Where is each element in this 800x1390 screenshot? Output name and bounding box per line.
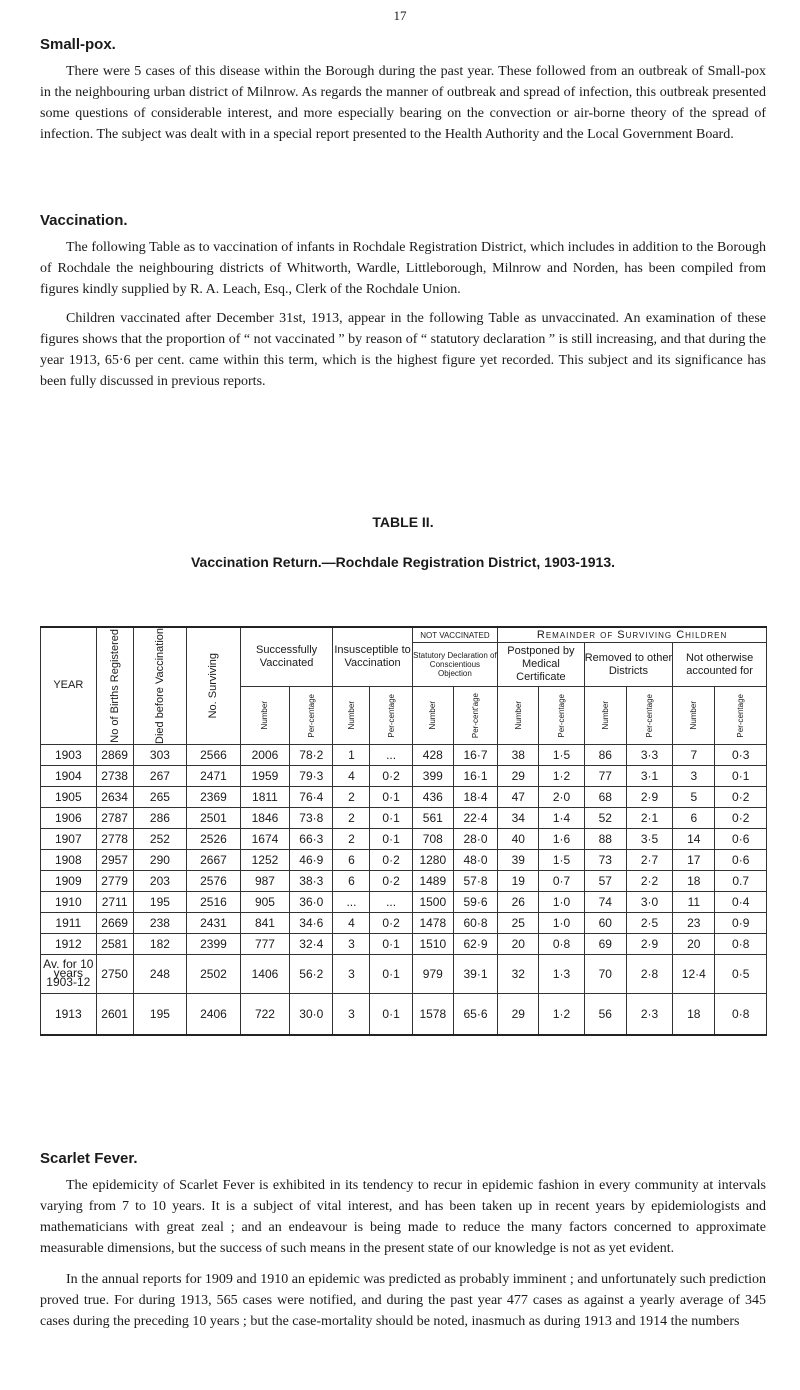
cell-births: 2778 xyxy=(96,828,133,849)
table-row xyxy=(41,993,767,1035)
cell-births: 2669 xyxy=(96,912,133,933)
cell-np: 60·8 xyxy=(453,912,497,933)
cell-ip: ... xyxy=(370,744,412,765)
cell-pn: 20 xyxy=(498,933,539,954)
cell-np: 59·6 xyxy=(453,891,497,912)
table-row xyxy=(41,954,767,993)
cell-pp: 0·7 xyxy=(539,870,584,891)
cell-sn: 722 xyxy=(240,993,289,1035)
cell-year: 1906 xyxy=(41,807,97,828)
cell-in: 6 xyxy=(333,870,370,891)
cell-died: 182 xyxy=(133,933,187,954)
cell-rp: 3·5 xyxy=(626,828,672,849)
cell-surv: 2431 xyxy=(187,912,241,933)
cell-died: 238 xyxy=(133,912,187,933)
cell-in: 3 xyxy=(333,933,370,954)
cell-ip: ... xyxy=(370,891,412,912)
cell-on: 14 xyxy=(673,828,715,849)
cell-ip: 0·1 xyxy=(370,933,412,954)
cell-op: 0·6 xyxy=(715,849,767,870)
col-not-otherwise: Not otherwise accounted for xyxy=(673,643,767,687)
cell-births: 2957 xyxy=(96,849,133,870)
col-surviving: No. Surviving xyxy=(187,627,241,744)
cell-pp: 1·5 xyxy=(539,744,584,765)
cell-surv: 2526 xyxy=(187,828,241,849)
cell-on: 6 xyxy=(673,807,715,828)
cell-births: 2779 xyxy=(96,870,133,891)
cell-year: 1907 xyxy=(41,828,97,849)
cell-pn: 29 xyxy=(498,993,539,1035)
cell-died: 252 xyxy=(133,828,187,849)
cell-surv: 2502 xyxy=(187,954,241,993)
vaccination-heading: Vaccination. xyxy=(40,212,128,229)
cell-surv: 2471 xyxy=(187,765,241,786)
cell-sp: 66·3 xyxy=(290,828,333,849)
cell-ip: 0·2 xyxy=(370,849,412,870)
scarlet-fever-heading: Scarlet Fever. xyxy=(40,1150,138,1167)
cell-sp: 30·0 xyxy=(290,993,333,1035)
cell-sp: 79·3 xyxy=(290,765,333,786)
table-row xyxy=(41,849,767,870)
cell-sn: 1959 xyxy=(240,765,289,786)
cell-rn: 70 xyxy=(584,954,626,993)
cell-sn: 1846 xyxy=(240,807,289,828)
col-not-vaccinated: NOT VACCINATED xyxy=(412,627,497,643)
cell-on: 5 xyxy=(673,786,715,807)
cell-pn: 32 xyxy=(498,954,539,993)
cell-nn: 436 xyxy=(412,786,453,807)
cell-pp: 1·6 xyxy=(539,828,584,849)
cell-on: 11 xyxy=(673,891,715,912)
cell-pp: 1·4 xyxy=(539,807,584,828)
cell-surv: 2566 xyxy=(187,744,241,765)
table-body xyxy=(41,744,767,1035)
table-row xyxy=(41,891,767,912)
cell-sp: 76·4 xyxy=(290,786,333,807)
cell-rp: 2·9 xyxy=(626,786,672,807)
cell-op: 0·1 xyxy=(715,765,767,786)
cell-pn: 29 xyxy=(498,765,539,786)
cell-rn: 60 xyxy=(584,912,626,933)
cell-births: 2738 xyxy=(96,765,133,786)
subcol-number: Number xyxy=(584,687,626,745)
cell-np: 16·7 xyxy=(453,744,497,765)
cell-np: 16·1 xyxy=(453,765,497,786)
subcol-percentage: Per-centage xyxy=(715,687,767,745)
cell-op: 0·4 xyxy=(715,891,767,912)
cell-births: 2787 xyxy=(96,807,133,828)
cell-rn: 69 xyxy=(584,933,626,954)
cell-op: 0·2 xyxy=(715,807,767,828)
cell-surv: 2369 xyxy=(187,786,241,807)
cell-rp: 3·0 xyxy=(626,891,672,912)
smallpox-paragraph: There were 5 cases of this disease within the Borough during the past year. These followed from an outbreak of Small-pox in the neighbouring urban district of Milnrow. As regards the manner of outbreak and spread of infection, this outbreak presented some questions of considerable interest, and more especially bearing on the convection or air-borne theory of the spread of infection. The subject was dealt with in a special report presented to the Health Authority and the Local Government Board. xyxy=(40,64,766,142)
cell-year: 1908 xyxy=(41,849,97,870)
cell-sp: 56·2 xyxy=(290,954,333,993)
cell-year: 1913 xyxy=(41,993,97,1035)
table-row xyxy=(41,744,767,765)
cell-sp: 32·4 xyxy=(290,933,333,954)
cell-pp: 1·5 xyxy=(539,849,584,870)
cell-rn: 74 xyxy=(584,891,626,912)
cell-op: 0·8 xyxy=(715,993,767,1035)
cell-nn: 1280 xyxy=(412,849,453,870)
subcol-percentage: Per-centage xyxy=(539,687,584,745)
cell-rn: 56 xyxy=(584,993,626,1035)
table-row xyxy=(41,786,767,807)
table-row xyxy=(41,870,767,891)
cell-surv: 2501 xyxy=(187,807,241,828)
subcol-percentage: Per-centage xyxy=(290,687,333,745)
cell-sn: 1674 xyxy=(240,828,289,849)
cell-rn: 52 xyxy=(584,807,626,828)
cell-nn: 1500 xyxy=(412,891,453,912)
cell-pn: 26 xyxy=(498,891,539,912)
vaccination-table xyxy=(40,626,767,1036)
subcol-number: Number xyxy=(412,687,453,745)
cell-surv: 2399 xyxy=(187,933,241,954)
cell-died: 195 xyxy=(133,993,187,1035)
cell-np: 48·0 xyxy=(453,849,497,870)
cell-died: 203 xyxy=(133,870,187,891)
cell-rp: 3·1 xyxy=(626,765,672,786)
cell-on: 23 xyxy=(673,912,715,933)
cell-rn: 77 xyxy=(584,765,626,786)
cell-ip: 0·2 xyxy=(370,870,412,891)
cell-died: 265 xyxy=(133,786,187,807)
cell-rn: 57 xyxy=(584,870,626,891)
vaccination-paragraph-2: Children vaccinated after December 31st, 1913, appear in the following Table as unvaccinated. An examination of these figures shows that the proportion of “ not vaccinated ” by reason of “ statutory declaration ” is still increasing, and that during the year 1913, 65·6 per cent. came within this term, which is the highest figure yet recorded. This subject and its significance has been fully discussed in previous reports. xyxy=(40,311,766,389)
cell-in: 3 xyxy=(333,954,370,993)
cell-rp: 2·1 xyxy=(626,807,672,828)
cell-rn: 88 xyxy=(584,828,626,849)
table-row xyxy=(41,828,767,849)
subcol-number: Number xyxy=(498,687,539,745)
cell-in: 2 xyxy=(333,807,370,828)
smallpox-section xyxy=(40,36,766,145)
cell-rp: 3·3 xyxy=(626,744,672,765)
cell-died: 248 xyxy=(133,954,187,993)
cell-sn: 1811 xyxy=(240,786,289,807)
cell-sp: 73·8 xyxy=(290,807,333,828)
cell-pp: 1·2 xyxy=(539,765,584,786)
table-row xyxy=(41,807,767,828)
cell-sp: 78·2 xyxy=(290,744,333,765)
cell-nn: 1510 xyxy=(412,933,453,954)
table-caption: Vaccination Return.—Rochdale Registration District, 1903-1913. xyxy=(190,554,616,570)
cell-nn: 1489 xyxy=(412,870,453,891)
cell-op: 0·5 xyxy=(715,954,767,993)
cell-on: 3 xyxy=(673,765,715,786)
subcol-percentage: Per-cent'age xyxy=(453,687,497,745)
col-removed: Removed to other Districts xyxy=(584,643,673,687)
cell-op: 0·9 xyxy=(715,912,767,933)
cell-rp: 2·8 xyxy=(626,954,672,993)
cell-in: 2 xyxy=(333,786,370,807)
cell-on: 7 xyxy=(673,744,715,765)
cell-year: 1905 xyxy=(41,786,97,807)
cell-op: 0·6 xyxy=(715,828,767,849)
cell-pn: 47 xyxy=(498,786,539,807)
cell-births: 2711 xyxy=(96,891,133,912)
cell-births: 2869 xyxy=(96,744,133,765)
cell-sn: 1252 xyxy=(240,849,289,870)
scarlet-fever-paragraph-1: The epidemicity of Scarlet Fever is exhibited in its tendency to recur in epidemic fashion in every community at intervals varying from 7 to 10 years. It is a subject of vital interest, and has been taken up in recent years by epidemiologists and mathematicians with great zeal ; and an endeavour is being made to reduce the many factors concerned to approximate measurable dimensions, but the success of such means in the present state of our knowledge is not as yet evident. xyxy=(40,1178,766,1256)
cell-rp: 2·5 xyxy=(626,912,672,933)
cell-pn: 40 xyxy=(498,828,539,849)
cell-sn: 841 xyxy=(240,912,289,933)
cell-year: 1904 xyxy=(41,765,97,786)
cell-sn: 987 xyxy=(240,870,289,891)
col-postponed: Postponed by Medical Certificate xyxy=(498,643,584,687)
cell-in: 2 xyxy=(333,828,370,849)
vaccination-paragraph-1: The following Table as to vaccination of infants in Rochdale Registration District, which includes in addition to the Borough of Rochdale the neighbouring districts of Whitworth, Wardle, Littleborough, Milnrow and Norden, has been compiled from figures kindly supplied by R. A. Leach, Esq., Clerk of the Rochdale Union. xyxy=(40,240,766,297)
col-year: YEAR xyxy=(41,627,97,744)
cell-ip: 0·1 xyxy=(370,993,412,1035)
cell-pn: 19 xyxy=(498,870,539,891)
cell-births: 2601 xyxy=(96,993,133,1035)
cell-year: 1911 xyxy=(41,912,97,933)
cell-died: 290 xyxy=(133,849,187,870)
cell-rp: 2·7 xyxy=(626,849,672,870)
table-row xyxy=(41,933,767,954)
cell-in: 4 xyxy=(333,765,370,786)
cell-np: 65·6 xyxy=(453,993,497,1035)
cell-sp: 36·0 xyxy=(290,891,333,912)
cell-rn: 86 xyxy=(584,744,626,765)
cell-sp: 38·3 xyxy=(290,870,333,891)
cell-op: 0·8 xyxy=(715,933,767,954)
cell-ip: 0·1 xyxy=(370,786,412,807)
cell-pp: 1·2 xyxy=(539,993,584,1035)
cell-year: 1912 xyxy=(41,933,97,954)
cell-surv: 2516 xyxy=(187,891,241,912)
cell-year: 1903 xyxy=(41,744,97,765)
cell-pp: 1·0 xyxy=(539,891,584,912)
cell-nn: 399 xyxy=(412,765,453,786)
cell-rp: 2·3 xyxy=(626,993,672,1035)
cell-pp: 2·0 xyxy=(539,786,584,807)
cell-sp: 34·6 xyxy=(290,912,333,933)
cell-rp: 2·9 xyxy=(626,933,672,954)
cell-np: 39·1 xyxy=(453,954,497,993)
col-died: Died before Vaccination xyxy=(133,627,187,744)
page-number: 17 xyxy=(393,8,407,23)
cell-in: 1 xyxy=(333,744,370,765)
cell-sn: 777 xyxy=(240,933,289,954)
subcol-percentage: Per-centage xyxy=(626,687,672,745)
cell-died: 267 xyxy=(133,765,187,786)
cell-nn: 561 xyxy=(412,807,453,828)
cell-rn: 68 xyxy=(584,786,626,807)
cell-sp: 46·9 xyxy=(290,849,333,870)
cell-np: 57·8 xyxy=(453,870,497,891)
cell-np: 22·4 xyxy=(453,807,497,828)
cell-pn: 39 xyxy=(498,849,539,870)
table-label: TABLE II. xyxy=(372,514,434,530)
cell-surv: 2406 xyxy=(187,993,241,1035)
cell-sn: 905 xyxy=(240,891,289,912)
cell-year: 1909 xyxy=(41,870,97,891)
col-success: Successfully Vaccinated xyxy=(240,627,333,687)
cell-ip: 0·1 xyxy=(370,828,412,849)
cell-np: 28·0 xyxy=(453,828,497,849)
subcol-number: Number xyxy=(333,687,370,745)
cell-rn: 73 xyxy=(584,849,626,870)
cell-year: 1910 xyxy=(41,891,97,912)
col-remainder: Remainder of Surviving Children xyxy=(498,627,767,643)
cell-births: 2634 xyxy=(96,786,133,807)
table-row xyxy=(41,765,767,786)
subcol-percentage: Per-centage xyxy=(370,687,412,745)
cell-ip: 0·2 xyxy=(370,912,412,933)
col-births: No of Births Registered xyxy=(96,627,133,744)
cell-in: 4 xyxy=(333,912,370,933)
cell-op: 0·2 xyxy=(715,786,767,807)
col-statutory-declaration: Statutory Declaration of Conscientious Objection xyxy=(412,643,497,687)
cell-ip: 0·1 xyxy=(370,807,412,828)
cell-died: 195 xyxy=(133,891,187,912)
cell-on: 18 xyxy=(673,993,715,1035)
cell-sn: 2006 xyxy=(240,744,289,765)
cell-died: 303 xyxy=(133,744,187,765)
cell-died: 286 xyxy=(133,807,187,828)
cell-on: 12·4 xyxy=(673,954,715,993)
cell-np: 62·9 xyxy=(453,933,497,954)
scarlet-fever-paragraph-2: In the annual reports for 1909 and 1910 an epidemic was predicted as probably imminent ; and unfortunately such prediction proved true. For during 1913, 565 cases were notified, and during the past year 477 cases as against a yearly average of 345 cases during the preceding 10 years ; but the case-mortality should be noted, inasmuch as during 1913 and 1914 the numbers xyxy=(40,1272,766,1329)
cell-rp: 2·2 xyxy=(626,870,672,891)
cell-births: 2750 xyxy=(96,954,133,993)
cell-pn: 38 xyxy=(498,744,539,765)
cell-pp: 1·0 xyxy=(539,912,584,933)
cell-pp: 1·3 xyxy=(539,954,584,993)
cell-np: 18·4 xyxy=(453,786,497,807)
cell-nn: 428 xyxy=(412,744,453,765)
cell-in: ... xyxy=(333,891,370,912)
smallpox-heading: Small-pox. xyxy=(40,36,116,53)
cell-sn: 1406 xyxy=(240,954,289,993)
cell-on: 17 xyxy=(673,849,715,870)
cell-on: 20 xyxy=(673,933,715,954)
cell-nn: 708 xyxy=(412,828,453,849)
cell-surv: 2576 xyxy=(187,870,241,891)
cell-surv: 2667 xyxy=(187,849,241,870)
cell-pn: 34 xyxy=(498,807,539,828)
cell-in: 3 xyxy=(333,993,370,1035)
cell-nn: 1578 xyxy=(412,993,453,1035)
cell-in: 6 xyxy=(333,849,370,870)
subcol-number: Number xyxy=(673,687,715,745)
cell-ip: 0·1 xyxy=(370,954,412,993)
table-row xyxy=(41,912,767,933)
scarlet-fever-section xyxy=(40,1150,766,1332)
cell-year: Av. for 10 years 1903-12 xyxy=(41,954,97,993)
cell-births: 2581 xyxy=(96,933,133,954)
cell-op: 0.7 xyxy=(715,870,767,891)
cell-ip: 0·2 xyxy=(370,765,412,786)
cell-pn: 25 xyxy=(498,912,539,933)
col-insusceptible: Insusceptible to Vaccination xyxy=(333,627,412,687)
cell-nn: 979 xyxy=(412,954,453,993)
cell-pp: 0·8 xyxy=(539,933,584,954)
vaccination-section xyxy=(40,212,766,392)
cell-nn: 1478 xyxy=(412,912,453,933)
subcol-number: Number xyxy=(240,687,289,745)
cell-op: 0·3 xyxy=(715,744,767,765)
cell-on: 18 xyxy=(673,870,715,891)
